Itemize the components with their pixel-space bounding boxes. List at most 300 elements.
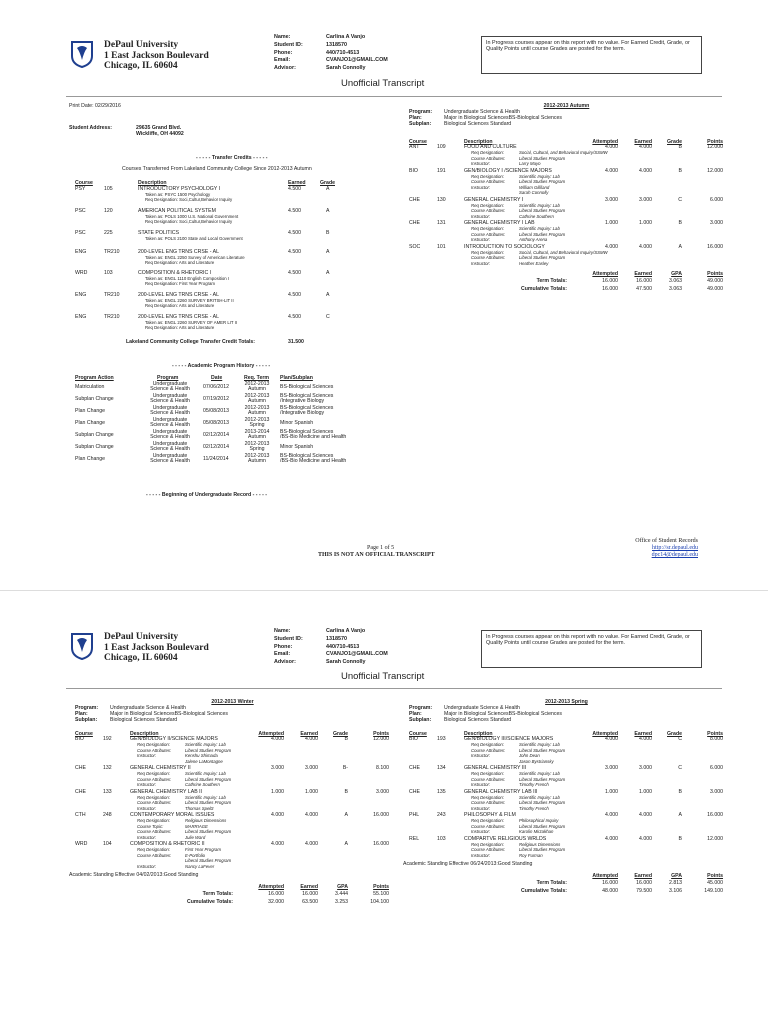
transfer-req-designation: Req Designation: Soci,Cultur,Behavior Inquiry xyxy=(145,197,233,202)
cumulative-totals-attempted: 16.000 xyxy=(602,286,618,292)
course-attempted: 4.000 xyxy=(605,736,618,742)
course-detail-label: Req Designation: xyxy=(471,771,504,776)
label-email: Email: xyxy=(274,57,291,64)
transfer-req-designation: Req Designation: Arts and Literature xyxy=(145,325,215,330)
course-earned: 3.000 xyxy=(305,765,318,771)
course-detail-label: Instructor: xyxy=(137,805,157,811)
course-earned: 4.000 xyxy=(639,167,652,174)
course-grade: B xyxy=(678,144,682,150)
term-plan-label: Plan: xyxy=(75,711,88,717)
course-detail-value: Social, Cultural, and Behavioral Inquiry/SSMW xyxy=(519,249,608,255)
course-detail-label: Instructor: xyxy=(471,753,491,758)
course-points: 16.000 xyxy=(707,812,723,818)
student-phone: 440/710-4513 xyxy=(326,643,360,650)
history-term-quarter: Autumn xyxy=(248,386,266,392)
course-detail-label: Instructor: xyxy=(137,753,157,758)
course-detail-value: Liberal Studies Program xyxy=(519,155,566,161)
university-city: Chicago, IL 60604 xyxy=(104,61,178,71)
transfer-number: 225 xyxy=(104,230,113,236)
course-detail-label: Req Designation: xyxy=(471,841,504,847)
course-subject: REL xyxy=(409,835,420,842)
course-detail-value: Cathrine Southern xyxy=(185,782,220,787)
transfer-subheader: Courses Transferred From Lakeland Community College Since 2012-2013 Autumn xyxy=(122,166,312,172)
student-id: 1318570 xyxy=(326,41,347,48)
cumulative-totals-gpa: 3.253 xyxy=(335,899,348,905)
course-detail-value: Nancy LaFever xyxy=(185,863,215,869)
term-totals-gpa: 2.813 xyxy=(669,880,682,886)
course-earned: 3.000 xyxy=(639,765,652,771)
history-program: Undergraduate xyxy=(152,453,188,459)
transfer-title: STATE POLITICS xyxy=(138,230,180,236)
course-points: 3.000 xyxy=(710,788,723,795)
term-subplan: Biological Sciences Standard xyxy=(444,717,512,723)
print-date: Print Date: 02/29/2016 xyxy=(69,103,121,109)
course-detail-value: Liberal Studies Program xyxy=(519,800,566,805)
course-detail-value: Liberal Studies Program xyxy=(519,208,566,213)
term-program-label: Program: xyxy=(409,109,433,115)
course-detail-value: Cathrine Southern xyxy=(519,213,554,219)
not-official-notice: THIS IS NOT AN OFFICIAL TRANSCRIPT xyxy=(318,552,435,558)
academic-standing: Academic Standing Effective 06/24/2013:Good Standing xyxy=(403,861,533,867)
hcol-term: Req. Term xyxy=(244,375,269,381)
course-points: 16.000 xyxy=(373,841,389,847)
history-plan: BS-Biological Sciences xyxy=(280,429,334,435)
records-email-link[interactable]: dpc14@depaul.edu xyxy=(651,552,698,558)
university-name: DePaul University xyxy=(104,40,179,50)
term-totals-gpa: 3.444 xyxy=(335,891,348,897)
course-points: 12.000 xyxy=(707,144,723,150)
transfer-subject: ENG xyxy=(75,249,87,255)
depaul-logo-icon xyxy=(70,632,94,660)
hcol-date: Date xyxy=(211,375,223,381)
history-term-year: 2013-2014 xyxy=(244,429,270,435)
course-subject: CHE xyxy=(75,765,86,771)
course-grade: C xyxy=(678,736,682,742)
history-action: Subplan Change xyxy=(75,432,114,438)
course-grade: C xyxy=(678,765,682,771)
term-totals-attempted: 16.000 xyxy=(268,891,284,897)
term-totals-attempted: 16.000 xyxy=(602,278,618,284)
course-detail-label: Instructor: xyxy=(471,829,491,834)
term-totals-earned: 16.000 xyxy=(302,891,318,897)
history-program: Undergraduate xyxy=(152,417,188,423)
transfer-taken-as: Taken as: POLS 1000 U.S. National Government xyxy=(145,214,239,219)
course-points: 16.000 xyxy=(707,243,723,250)
totals-col-attempted: Attempted xyxy=(592,873,618,879)
course-number: 193 xyxy=(437,736,446,742)
transfer-taken-as: Taken as: PSYC 1500 Psychology xyxy=(145,192,211,197)
course-title: GENERAL CHEMISTRY LAB II xyxy=(130,788,202,795)
history-term-quarter: Autumn xyxy=(248,398,266,404)
history-program: Undergraduate xyxy=(152,381,188,387)
tcol-course: Course xyxy=(75,180,93,186)
history-date: 05/08/2013 xyxy=(203,420,229,426)
course-detail-label: Instructor: xyxy=(471,852,491,858)
transfer-grade: A xyxy=(326,249,330,255)
term-plan-label: Plan: xyxy=(409,115,422,121)
transfer-subject: PSC xyxy=(75,230,86,236)
transfer-number: 105 xyxy=(104,186,113,192)
course-grade: A xyxy=(344,841,348,847)
term-subplan-label: Subplan: xyxy=(409,121,432,127)
history-term-year: 2012-2013 xyxy=(244,417,270,423)
col-course: Course xyxy=(409,139,427,145)
university-address xyxy=(104,632,209,664)
term-totals-label: Term Totals: xyxy=(536,880,567,886)
tcol-earned: Earned xyxy=(288,180,306,186)
course-number: 130 xyxy=(437,196,446,203)
course-detail-value: Karolin Mirzakhan xyxy=(519,829,554,834)
course-grade: B- xyxy=(342,765,348,771)
course-detail-value: Liberal Studies Program xyxy=(185,747,232,753)
course-detail-value: Scientific Inquiry: Lab xyxy=(519,226,560,231)
history-program: Undergraduate xyxy=(152,441,188,447)
course-detail-value: E-Portfolio xyxy=(185,852,206,858)
course-detail-value: Philosophical Inquiry xyxy=(519,818,559,823)
depaul-logo-icon xyxy=(70,40,94,68)
course-detail-label: Course Attributes: xyxy=(471,255,506,260)
course-title: GENERAL CHEMISTRY II xyxy=(130,765,191,771)
course-points: 8.000 xyxy=(710,736,723,742)
course-detail-label: Req Designation: xyxy=(471,202,504,208)
totals-col-attempted: Attempted xyxy=(592,271,618,277)
course-grade: B xyxy=(678,220,682,226)
totals-col-points: Points xyxy=(707,873,723,879)
course-detail-label: Course Attributes: xyxy=(471,847,506,852)
label-id: Student ID: xyxy=(274,635,303,642)
totals-col-attempted: Attempted xyxy=(258,884,284,890)
history-term-year: 2012-2013 xyxy=(244,441,270,447)
term-name: 2012-2013 Winter xyxy=(211,699,254,705)
address-label: Student Address: xyxy=(69,125,113,131)
term-totals-points: 45.000 xyxy=(707,880,723,886)
course-detail-label: Course Attributes: xyxy=(471,155,506,161)
transfer-number: 120 xyxy=(104,208,113,214)
course-number: 103 xyxy=(437,835,446,842)
history-plan: BS-Biological Sciences xyxy=(280,384,334,390)
course-detail-label: Req Designation: xyxy=(471,173,504,179)
course-attempted: 4.000 xyxy=(605,243,618,250)
history-term-year: 2012-2013 xyxy=(244,381,270,387)
course-points: 6.000 xyxy=(710,196,723,203)
course-earned: 4.000 xyxy=(639,144,652,150)
history-term-year: 2012-2013 xyxy=(244,393,270,399)
course-title: GENERAL CHEMISTRY III xyxy=(464,765,527,771)
course-attempted: 1.000 xyxy=(605,788,618,795)
academic-standing: Academic Standing Effective 04/02/2013:Good Standing xyxy=(69,872,199,878)
course-subject: WRD xyxy=(75,841,88,847)
transfer-req-designation: Req Designation: Arts and Literature xyxy=(145,260,215,265)
transfer-grade: A xyxy=(326,208,330,214)
course-subject: BIO xyxy=(409,736,418,742)
col-attempted: Attempted xyxy=(258,731,284,737)
transfer-header: - - - - - Transfer Credits - - - - - xyxy=(196,155,268,161)
history-plan: BS-Biological Sciences xyxy=(280,405,334,411)
transfer-subject: ENG xyxy=(75,292,87,298)
course-title: CONTEMPORARY MORAL ISSUES xyxy=(130,812,215,818)
course-number: 243 xyxy=(437,812,446,818)
in-progress-note: In Progress courses appear on this report with no value. For Earned Credit, Grade, or Quality Points until course Grades are posted for the term. xyxy=(481,630,702,668)
course-detail-label: Instructor: xyxy=(471,782,491,787)
course-detail-label: Course Attributes: xyxy=(471,747,506,753)
course-attempted: 4.000 xyxy=(605,835,618,842)
transfer-subject: PSC xyxy=(75,208,86,214)
transfer-number: TR210 xyxy=(104,314,120,320)
course-detail-label: Instructor: xyxy=(471,213,491,219)
course-detail-label: Course Attributes: xyxy=(471,823,506,829)
history-plan: Minor Spanish xyxy=(280,420,314,426)
course-points: 12.000 xyxy=(707,835,723,842)
course-attempted: 4.000 xyxy=(271,736,284,742)
col-description: Description xyxy=(464,139,493,145)
university-city: Chicago, IL 60604 xyxy=(104,653,178,663)
course-detail-value: Scientific Inquiry: Lab xyxy=(519,742,560,747)
course-earned: 4.000 xyxy=(305,841,318,847)
course-detail-value: Liberal Studies Program xyxy=(185,776,232,782)
transfer-number: TR210 xyxy=(104,292,120,298)
course-subject: CHE xyxy=(409,196,420,203)
label-advisor: Advisor: xyxy=(274,659,296,666)
course-detail-value: Timothy French xyxy=(519,782,549,787)
course-detail-value: Liberal Studies Program xyxy=(519,823,566,829)
course-title: GEN/BIOLOGY I /SCIENCE MAJORS xyxy=(464,167,552,174)
col-grade: Grade xyxy=(333,731,348,737)
col-course: Course xyxy=(75,731,93,737)
history-term-quarter: Autumn xyxy=(248,458,266,464)
course-detail-value: Thomas Speltz xyxy=(185,805,214,811)
course-points: 12.000 xyxy=(373,736,389,742)
history-date: 07/19/2012 xyxy=(203,396,229,402)
totals-col-earned: Earned xyxy=(634,873,652,879)
student-advisor: Sarah Connolly xyxy=(326,65,366,72)
course-detail-value: William Gilliland xyxy=(519,184,550,190)
history-program: Undergraduate xyxy=(152,429,188,435)
course-detail-label: Course Attributes: xyxy=(137,747,172,753)
cumulative-totals-label: Cumulative Totals: xyxy=(520,286,567,292)
transfer-subject: PSY xyxy=(75,186,86,192)
course-detail-value: Liberal Studies Program xyxy=(519,747,566,753)
history-action: Subplan Change xyxy=(75,396,114,402)
course-detail-label: Instructor: xyxy=(137,834,157,840)
course-number: 248 xyxy=(103,812,112,818)
course-title: COMPARTVE RELIGIOUS WRLDS xyxy=(464,835,547,842)
col-grade: Grade xyxy=(667,731,682,737)
history-date: 07/06/2012 xyxy=(203,384,229,390)
history-program-college: Science & Health xyxy=(150,422,190,428)
transfer-grade: A xyxy=(326,292,330,298)
course-detail-label: Req Designation: xyxy=(471,818,504,823)
col-description: Description xyxy=(464,731,493,737)
col-earned: Earned xyxy=(634,139,652,145)
term-subplan: Biological Sciences Standard xyxy=(110,717,178,723)
history-action: Matriculation xyxy=(75,384,105,390)
records-link[interactable]: http://sr.depaul.edu xyxy=(652,545,698,551)
history-term-quarter: Autumn xyxy=(248,434,266,440)
term-totals-points: 49.000 xyxy=(707,278,723,284)
transfer-number: TR210 xyxy=(104,249,120,255)
transfer-subject: WRD xyxy=(75,270,88,276)
transfer-total-label: Lakeland Community College Transfer Credit Totals: xyxy=(126,339,256,345)
course-detail-value: Jalene LaMontagne xyxy=(185,758,223,764)
transfer-taken-as: Taken as: ENGL 2260 SURVEY BRITSH-LIT II xyxy=(145,298,234,303)
totals-col-earned: Earned xyxy=(300,884,318,890)
cumulative-totals-earned: 79.500 xyxy=(636,888,652,894)
history-action: Subplan Change xyxy=(75,444,114,450)
course-detail-value: Scientific Inquiry: Lab xyxy=(519,173,560,179)
student-labels xyxy=(274,34,303,73)
course-detail-value: Liberal Studies Program xyxy=(185,858,232,863)
col-points: Points xyxy=(707,731,723,737)
course-detail-value: Heather Easley xyxy=(519,260,549,266)
term-name: 2012-2013 Spring xyxy=(545,699,588,705)
course-grade: B xyxy=(344,788,348,795)
transfer-earned: 4.500 xyxy=(288,186,301,192)
course-detail-value: Jason Bystriansky xyxy=(519,758,554,764)
course-points: 6.000 xyxy=(710,765,723,771)
student-email: CVANJO1@GMAIL.COM xyxy=(326,651,388,658)
history-subplan: /BS-Bio Medicine and Health xyxy=(280,458,347,464)
history-term-quarter: Spring xyxy=(249,446,265,452)
transfer-earned: 4.500 xyxy=(288,314,301,320)
course-title: GENERAL CHEMISTRY I LAB xyxy=(464,220,535,226)
course-detail-value: Scientific Inquiry: Lab xyxy=(519,794,560,800)
transfer-grade: C xyxy=(326,314,330,320)
history-action: Plan Change xyxy=(75,456,105,462)
course-detail-value: Timothy French xyxy=(519,805,549,811)
history-program: Undergraduate xyxy=(152,393,188,399)
transfer-grade: B xyxy=(326,230,330,236)
header-rule xyxy=(66,688,722,689)
course-detail-value: Liberal Studies Program xyxy=(519,847,566,852)
transfer-title: COMPOSITION & RHETORIC I xyxy=(138,270,212,276)
course-detail-value: Liberal Studies Program xyxy=(519,776,566,782)
course-subject: BIO xyxy=(75,736,84,742)
course-grade: A xyxy=(678,812,682,818)
transfer-earned: 4.500 xyxy=(288,230,301,236)
hcol-action: Program Action xyxy=(75,375,114,381)
history-date: 11/24/2014 xyxy=(203,456,229,462)
student-values xyxy=(326,34,388,73)
course-attempted: 4.000 xyxy=(271,812,284,818)
course-detail-value: Scientific Inquiry: Lab xyxy=(519,202,560,208)
history-plan: Minor Spanish xyxy=(280,444,314,450)
course-detail-value: Roy Furman xyxy=(519,852,543,858)
transfer-taken-as: Taken as: POLS 2100 State and Local Government xyxy=(145,236,243,241)
course-subject: ANT xyxy=(409,144,420,150)
university-address xyxy=(104,40,209,72)
term-totals-label: Term Totals: xyxy=(536,278,567,284)
term-totals-earned: 16.000 xyxy=(636,278,652,284)
tcol-desc: Description xyxy=(138,180,167,186)
history-term-quarter: Autumn xyxy=(248,410,266,416)
course-grade: B xyxy=(678,835,682,842)
course-subject: CHE xyxy=(409,765,420,771)
student-labels xyxy=(274,628,303,667)
course-detail-value: Liberal Studies Program xyxy=(519,179,566,184)
course-subject: CHE xyxy=(409,220,420,226)
course-earned: 4.000 xyxy=(639,243,652,250)
course-title: GENERAL CHEMISTRY I xyxy=(464,196,524,203)
course-attempted: 3.000 xyxy=(271,765,284,771)
course-title: INTRODUCTION TO SOCIOLOGY xyxy=(464,243,545,250)
history-program-college: Science & Health xyxy=(150,386,190,392)
history-action: Plan Change xyxy=(75,408,105,414)
col-points: Points xyxy=(707,139,723,145)
col-earned: Earned xyxy=(300,731,318,737)
course-title: COMPOSITION & RHETORIC II xyxy=(130,841,205,847)
course-subject: CHE xyxy=(75,788,86,795)
course-detail-value: Larry Mayo xyxy=(519,161,541,166)
term-plan: Major in Biological SciencesBS-Biological Sciences xyxy=(110,711,228,717)
transfer-title: 200-LEVEL ENG TRNS CRSE - AL xyxy=(138,249,220,255)
course-detail-label: Req Designation: xyxy=(137,847,170,852)
history-header: - - - - - Academic Program History - - - - - xyxy=(172,363,271,369)
course-detail-label: Req Designation: xyxy=(137,771,170,776)
term-program-label: Program: xyxy=(75,705,99,711)
cumulative-totals-attempted: 48.000 xyxy=(602,888,618,894)
student-name: Carlina A Vanjo xyxy=(326,34,366,40)
totals-col-gpa: GPA xyxy=(671,271,682,277)
label-email: Email: xyxy=(274,651,291,658)
course-detail-label: Req Designation: xyxy=(471,226,504,231)
course-attempted: 4.000 xyxy=(271,841,284,847)
cumulative-totals-points: 104.100 xyxy=(370,899,389,905)
student-email: CVANJO1@GMAIL.COM xyxy=(326,57,388,64)
course-detail-label: Course Attributes: xyxy=(471,208,506,213)
term-program: Undergraduate Science & Health xyxy=(444,109,520,115)
course-title: GEN/BIOLOGY II/SCIENCE MAJORS xyxy=(130,736,218,742)
history-date: 02/12/2014 xyxy=(203,432,229,438)
course-detail-value: Scientific Inquiry: Lab xyxy=(185,742,226,747)
course-attempted: 1.000 xyxy=(605,220,618,226)
course-detail-value: Religious Dimensions xyxy=(185,818,227,823)
term-subplan-label: Subplan: xyxy=(409,717,432,723)
transfer-taken-as: Taken as: ENGL 2250 Survey of American Literature xyxy=(145,255,245,260)
header-rule xyxy=(66,96,722,97)
course-attempted: 3.000 xyxy=(605,765,618,771)
course-detail-value: Religious Dimensions xyxy=(519,841,561,847)
student-phone: 440/710-4513 xyxy=(326,49,360,56)
history-program: Undergraduate xyxy=(152,405,188,411)
course-detail-value: First Year Program xyxy=(185,847,221,852)
term-program-label: Program: xyxy=(409,705,433,711)
course-title: GEN/BIOLOGY III/SCIENCE MAJORS xyxy=(464,736,554,742)
transfer-earned: 4.500 xyxy=(288,270,301,276)
course-detail-value: Liberal Studies Program xyxy=(185,800,232,805)
term-totals-gpa: 3.063 xyxy=(669,278,682,284)
cumulative-totals-earned: 63.500 xyxy=(302,899,318,905)
term-subplan: Biological Sciences Standard xyxy=(444,121,512,127)
course-detail-value: Scientific Inquiry: Lab xyxy=(185,794,226,800)
hcol-program: Program xyxy=(157,375,179,381)
course-detail-label: Instructor: xyxy=(137,863,157,869)
transfer-subject: ENG xyxy=(75,314,87,320)
col-points: Points xyxy=(373,731,389,737)
course-number: 104 xyxy=(103,841,112,847)
term-plan-label: Plan: xyxy=(409,711,422,717)
course-detail-label: Course Attributes: xyxy=(471,179,506,184)
term-plan: Major in Biological SciencesBS-Biological Sciences xyxy=(444,711,562,717)
cumulative-totals-gpa: 3.063 xyxy=(669,286,682,292)
course-grade: B xyxy=(678,167,682,174)
course-detail-value: Kenshu Shimada xyxy=(185,753,218,758)
course-title: PHILOSOPHY & FILM xyxy=(464,812,516,818)
course-attempted: 4.000 xyxy=(605,812,618,818)
term-name: 2012-2013 Autumn xyxy=(543,103,590,109)
course-number: 132 xyxy=(103,765,112,771)
course-number: 191 xyxy=(437,167,446,174)
col-earned: Earned xyxy=(634,731,652,737)
